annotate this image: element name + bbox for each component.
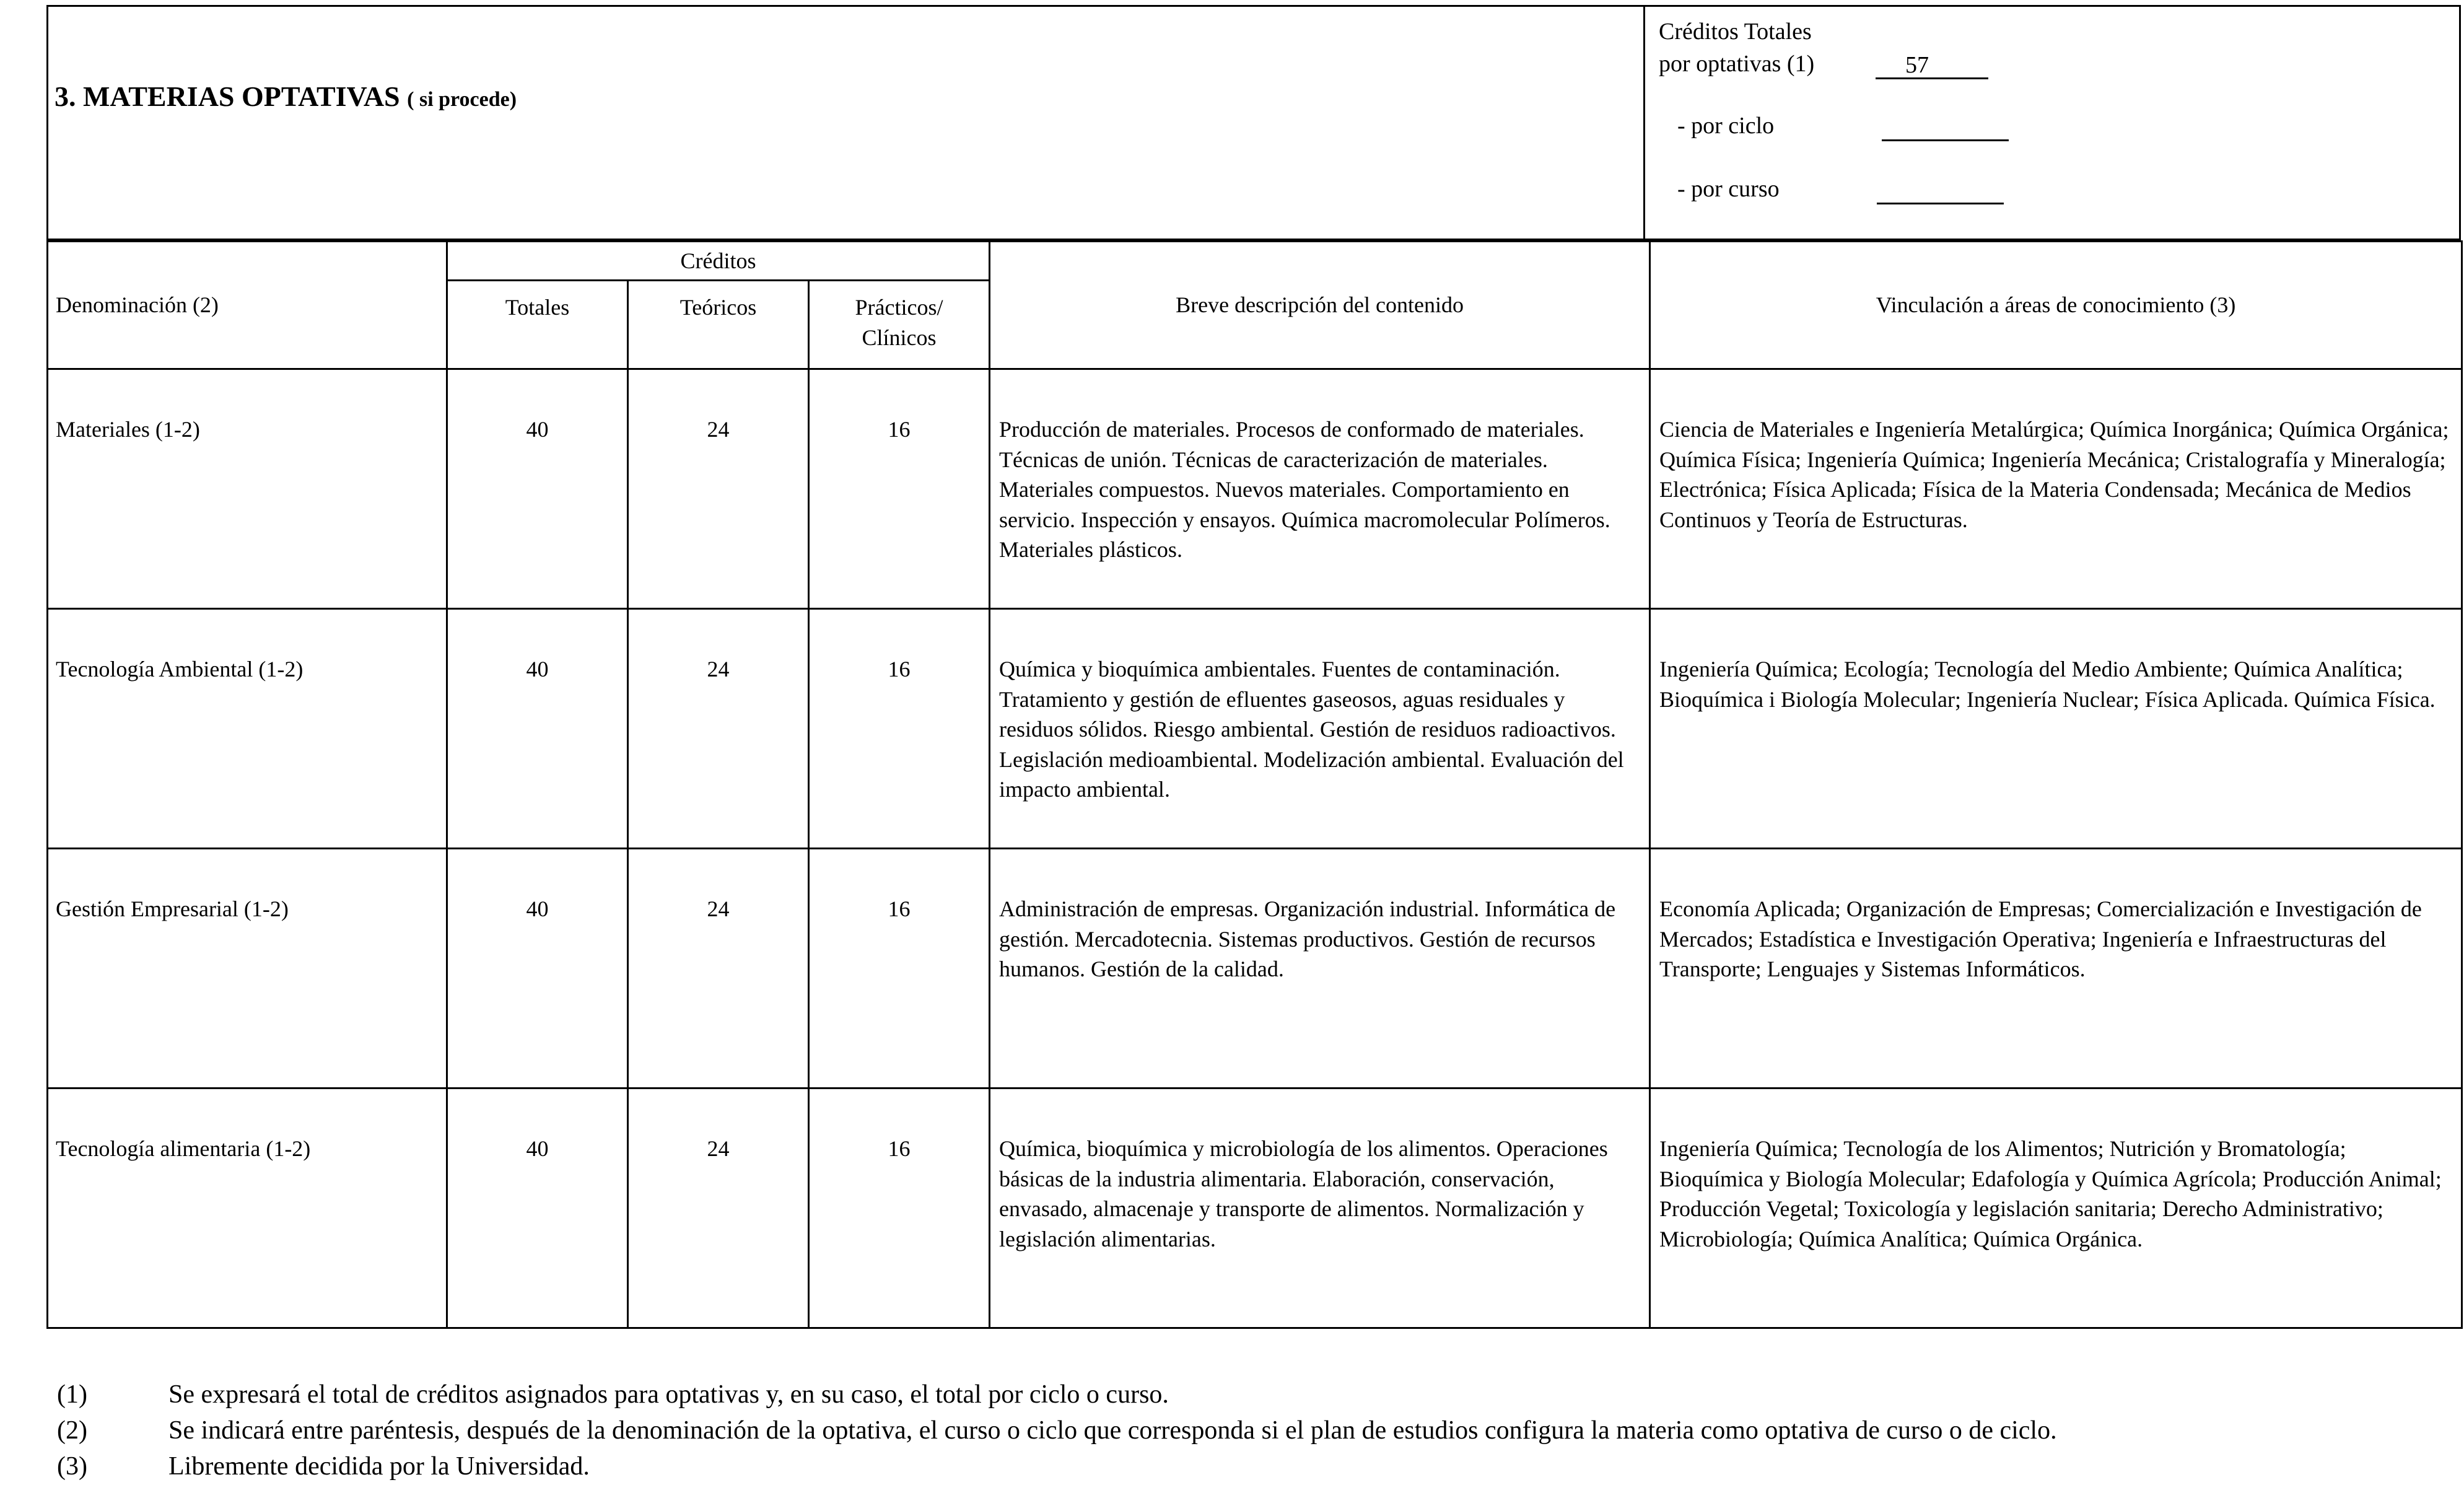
footnote-text: Se expresará el total de créditos asignados para optativas y, en su caso, el total por ciclo o curso.	[168, 1380, 1169, 1409]
credits-total-value: 57	[1905, 52, 1929, 78]
col-header-denominacion: Denominación (2)	[48, 242, 447, 369]
credits-optativas-label: por optativas (1)	[1659, 51, 1815, 77]
col-header-teoricos: Teóricos	[628, 281, 809, 369]
row-descripcion: Química, bioquímica y microbiología de los alimentos. Operaciones básicas de la industria alimentaria. Elaboración, conservación, envasado, almacenaje y transporte de alimentos. Normalización y legislación alimentarias.	[990, 1089, 1650, 1328]
table-row	[48, 609, 2462, 849]
row-teoricos: 24	[628, 849, 809, 1089]
row-totales: 40	[447, 1089, 628, 1328]
credits-total-field	[1876, 51, 1988, 79]
row-teoricos: 24	[628, 609, 809, 849]
row-totales: 40	[447, 369, 628, 609]
credits-total-label: Créditos Totales	[1659, 19, 1812, 45]
col-header-practicos	[809, 281, 990, 369]
materias-table	[46, 240, 2463, 1329]
credits-panel	[1659, 13, 2458, 236]
row-totales: 40	[447, 609, 628, 849]
table-row	[48, 1089, 2462, 1328]
row-areas: Ingeniería Química; Ecología; Tecnología del Medio Ambiente; Química Analítica; Bioquímica i Biología Molecular; Ingeniería Nuclear; Física Aplicada. Química Física.	[1650, 609, 2462, 849]
col-header-creditos: Créditos	[447, 242, 990, 281]
table-row	[48, 849, 2462, 1089]
row-areas: Ciencia de Materiales e Ingeniería Metalúrgica; Química Inorgánica; Química Orgánica; Química Física; Ingeniería Química; Ingeniería Mecánica; Cristalografía y Mineralogía; Electrónica; Física Aplicada; Física de la Materia Condensada; Mecánica de Medios Continuos y Teoría de Estructuras.	[1650, 369, 2462, 609]
section-title	[55, 80, 517, 113]
row-areas: Ingeniería Química; Tecnología de los Alimentos; Nutrición y Bromatología; Bioquímica y Biología Molecular; Edafología y Química Agrícola; Producción Animal; Producción Vegetal; Toxicología y legislación sanitaria; Derecho Administrativo; Microbiología; Química Analítica; Química Orgánica.	[1650, 1089, 2462, 1328]
header-box	[46, 5, 2461, 240]
por-curso-field	[1877, 177, 2004, 204]
row-areas: Economía Aplicada; Organización de Empresas; Comercialización e Investigación de Mercados; Estadística e Investigación Operativa; Ingeniería e Infraestructuras del Transporte; Lenguajes y Sistemas Informáticos.	[1650, 849, 2462, 1089]
row-teoricos: 24	[628, 1089, 809, 1328]
por-ciclo-field	[1882, 113, 2009, 141]
row-practicos: 16	[809, 849, 990, 1089]
row-name: Gestión Empresarial (1-2)	[48, 849, 447, 1089]
footnote-number: (3)	[57, 1452, 87, 1481]
row-name: Materiales (1-2)	[48, 369, 447, 609]
row-name: Tecnología alimentaria (1-2)	[48, 1089, 447, 1328]
row-descripcion: Producción de materiales. Procesos de conformado de materiales. Técnicas de unión. Técnicas de caracterización de materiales. Materiales compuestos. Nuevos materiales. Comportamiento en servicio. Inspección y ensayos. Química macromolecular Polímeros. Materiales plásticos.	[990, 369, 1650, 609]
por-ciclo-label: - por ciclo	[1677, 113, 1775, 139]
col-header-practicos-text: Prácticos/ Clínicos	[855, 295, 943, 350]
row-totales: 40	[447, 849, 628, 1089]
row-name: Tecnología Ambiental (1-2)	[48, 609, 447, 849]
footnote-number: (2)	[57, 1416, 87, 1445]
footnotes	[57, 1377, 2057, 1484]
col-header-totales: Totales	[447, 281, 628, 369]
row-practicos: 16	[809, 1089, 990, 1328]
row-teoricos: 24	[628, 369, 809, 609]
row-descripcion: Química y bioquímica ambientales. Fuentes de contaminación. Tratamiento y gestión de efluentes gaseosos, aguas residuales y residuos sólidos. Riesgo ambiental. Gestión de residuos radioactivos. Legislación medioambiental. Modelización ambiental. Evaluación del impacto ambiental.	[990, 609, 1650, 849]
footnote	[57, 1413, 2057, 1448]
table-row	[48, 369, 2462, 609]
section-title-note: ( si procede)	[407, 88, 517, 111]
row-descripcion: Administración de empresas. Organización industrial. Informática de gestión. Mercadotecnia. Sistemas productivos. Gestión de recursos humanos. Gestión de la calidad.	[990, 849, 1650, 1089]
row-practicos: 16	[809, 369, 990, 609]
por-curso-label: - por curso	[1677, 176, 1780, 202]
section-title-text: 3. MATERIAS OPTATIVAS	[55, 81, 400, 112]
footnote	[57, 1377, 2057, 1413]
header-divider	[1643, 7, 1645, 239]
footnote-text: Libremente decidida por la Universidad.	[168, 1452, 590, 1481]
footnote-number: (1)	[57, 1380, 87, 1409]
col-header-vinculacion: Vinculación a áreas de conocimiento (3)	[1650, 242, 2462, 369]
footnote	[57, 1448, 2057, 1484]
col-header-descripcion: Breve descripción del contenido	[990, 242, 1650, 369]
footnote-text: Se indicará entre paréntesis, después de la denominación de la optativa, el curso o ciclo que corresponda si el plan de estudios configura la materia como optativa de curso o de ciclo.	[168, 1416, 2057, 1445]
row-practicos: 16	[809, 609, 990, 849]
